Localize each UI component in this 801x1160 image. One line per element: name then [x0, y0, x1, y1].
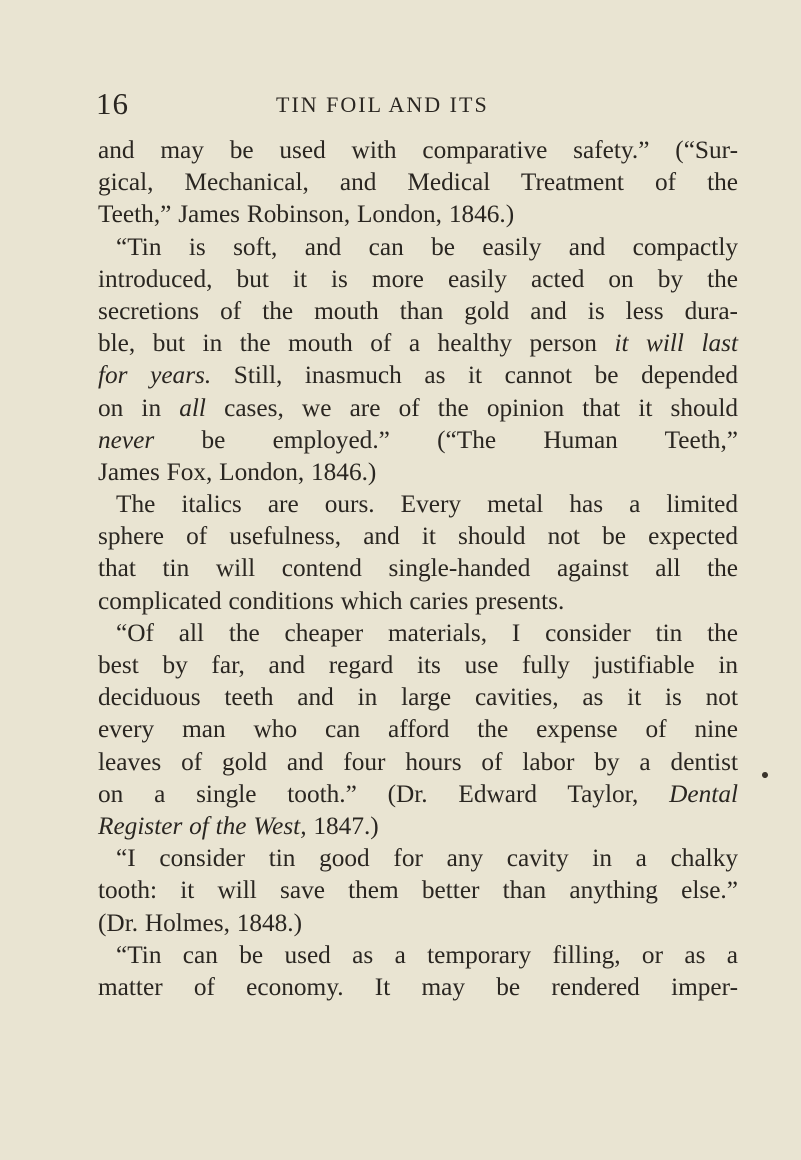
- text-run: on in: [98, 393, 180, 422]
- page-header: [0, 86, 801, 126]
- body-text: [98, 134, 738, 1003]
- page-number: 16: [96, 86, 129, 121]
- text-run: on a single tooth.” (Dr. Edward Taylor,: [98, 779, 670, 808]
- italic-run: for years.: [98, 361, 212, 390]
- text-line: “Of all the cheaper materials, I consider tin the: [116, 618, 738, 647]
- text-line: matter of economy. It may be rendered imper-: [98, 972, 738, 1001]
- text-line: complicated conditions which caries presents.: [98, 586, 565, 615]
- text-line: every man who can afford the expense of nine: [98, 715, 738, 744]
- text-line: tooth: it will save them better than anything else.”: [98, 876, 738, 905]
- italic-run: it will last: [614, 329, 739, 358]
- italic-run: all: [179, 393, 206, 422]
- text-line: “Tin can be used as a temporary filling, or as a: [116, 940, 738, 969]
- text-line: gical, Mechanical, and Medical Treatment of the: [98, 168, 738, 197]
- ink-speck: [761, 771, 769, 779]
- running-head: TIN FOIL AND ITS: [276, 92, 489, 117]
- text-line: secretions of the mouth than gold and is less dura-: [98, 296, 738, 325]
- text-line: [98, 778, 738, 810]
- text-line: introduced, but it is more easily acted on by the: [98, 264, 738, 293]
- text-line: deciduous teeth and in large cavities, as it is not: [98, 683, 738, 712]
- text-line: “I consider tin good for any cavity in a chalky: [116, 844, 738, 873]
- text-line: (Dr. Holmes, 1848.): [98, 908, 303, 937]
- text-line: best by far, and regard its use fully justifiable in: [98, 651, 738, 679]
- text-run: be employed.” (“The Human Teeth,”: [154, 425, 738, 454]
- text-line: [98, 327, 738, 359]
- text-line: leaves of gold and four hours of labor by a dentist: [98, 747, 738, 776]
- text-line: [98, 392, 738, 424]
- text-line: sphere of usefulness, and it should not be expected: [98, 522, 738, 551]
- text-line: and may be used with comparative safety.” (“Sur-: [98, 136, 738, 164]
- text-line: “Tin is soft, and can be easily and compactly: [116, 232, 738, 261]
- italic-run: never: [98, 425, 155, 454]
- text-line: [98, 810, 738, 842]
- text-run: cases, we are of the opinion that it should: [205, 393, 738, 422]
- text-line: that tin will contend single-handed against all the: [98, 554, 738, 583]
- text-line: [98, 424, 738, 456]
- italic-run: Dental: [669, 779, 738, 808]
- text-run: 1847.): [306, 811, 379, 840]
- text-line: James Fox, London, 1846.): [98, 457, 377, 486]
- text-line: The italics are ours. Every metal has a limited: [116, 490, 738, 519]
- text-line: Teeth,” James Robinson, London, 1846.): [98, 200, 515, 229]
- text-run: Still, inasmuch as it cannot be depended: [211, 361, 739, 390]
- italic-run: Register of the West,: [98, 811, 307, 840]
- text-line: [98, 359, 738, 391]
- text-run: ble, but in the mouth of a healthy person: [98, 329, 615, 358]
